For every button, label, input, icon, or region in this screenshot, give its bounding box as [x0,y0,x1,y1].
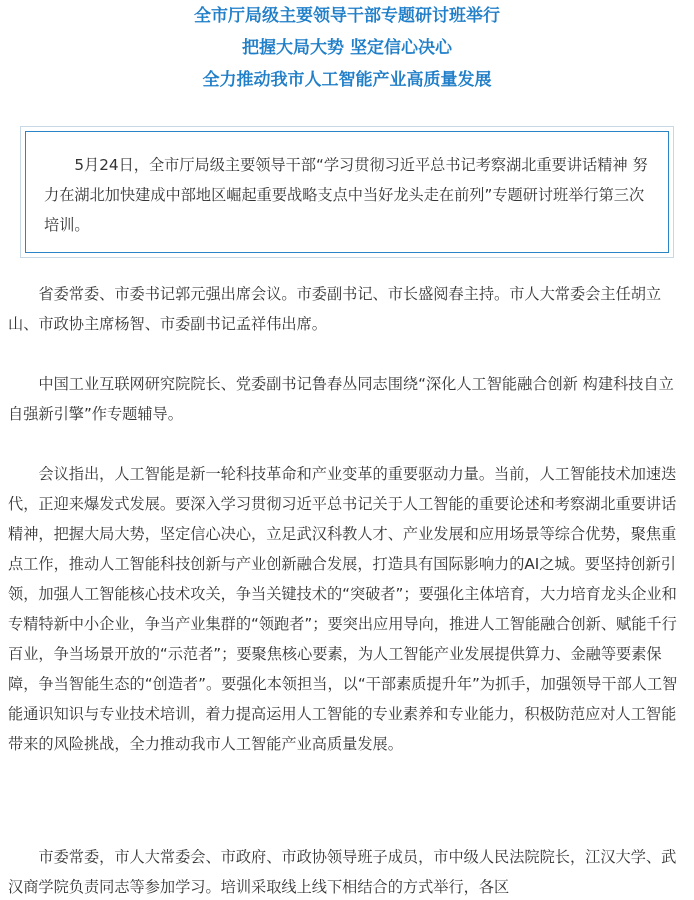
headline-line-3: 全力推动我市人工智能产业高质量发展 [202,70,492,90]
headline-line-2: 把握大局大势 坚定信心决心 [242,38,452,58]
lead-summary-box [25,131,669,253]
body-paragraph: 省委常委、市委书记郭元强出席会议。市委副书记、市长盛阅春主持。市人大常委会主任胡立山、市政协主席杨智、市委副书记孟祥伟出席。 [8,285,662,333]
headline-block [0,0,694,96]
lead-summary-text: 5月24日，全市厅局级主要领导干部“学习贯彻习近平总书记考察湖北重要讲话精神 努力在湖北加快建成中部地区崛起重要战略支点中当好龙头走在前列”专题研讨班举行第三次培训。 [44,156,648,234]
lead-summary-frame [20,126,674,258]
body-paragraph: 中国工业互联网研究院院长、党委副书记鲁春丛同志围绕“深化人工智能融合创新 构建科技自立自强新引擎”作专题辅导。 [8,375,674,423]
headline-line-1: 全市厅局级主要领导干部专题研讨班举行 [194,6,500,26]
body-paragraph: 市委常委，市人大常委会、市政府、市政协领导班子成员，市中级人民法院院长，江汉大学、武汉商学院负责同志等参加学习。培训采取线上线下相结合的方式举行，各区 [8,848,677,896]
body-paragraph: 会议指出，人工智能是新一轮科技革命和产业变革的重要驱动力量。当前，人工智能技术加速迭代，正迎来爆发式发展。要深入学习贯彻习近平总书记关于人工智能的重要论述和考察湖北重要讲话精神，把握大局大势，坚定信心决心，立足武汉科教人才、产业发展和应用场景等综合优势，聚焦重点工作，推动人工智能科技创新与产业创新融合发展，打造具有国际影响力的AI之城。要坚持创新引领，加强人工智能核心技术攻关，争当关键技术的“突破者”；要强化主体培育，大力培育龙头企业和专精特新中小企业，争当产业集群的“领跑者”；要突出应用导向，推进人工智能融合创新、赋能千行百业，争当场景开放的“示范者”；要聚焦核心要素，为人工智能产业发展提供算力、金融等要素保障，争当智能生态的“创造者”。要强化本领担当，以“干部素质提升年”为抓手，加强领导干部人工智能通识知识与专业技术培训，着力提高运用人工智能的专业素养和专业能力，积极防范应对人工智能带来的风险挑战，全力推动我市人工智能产业高质量发展。 [8,465,678,753]
